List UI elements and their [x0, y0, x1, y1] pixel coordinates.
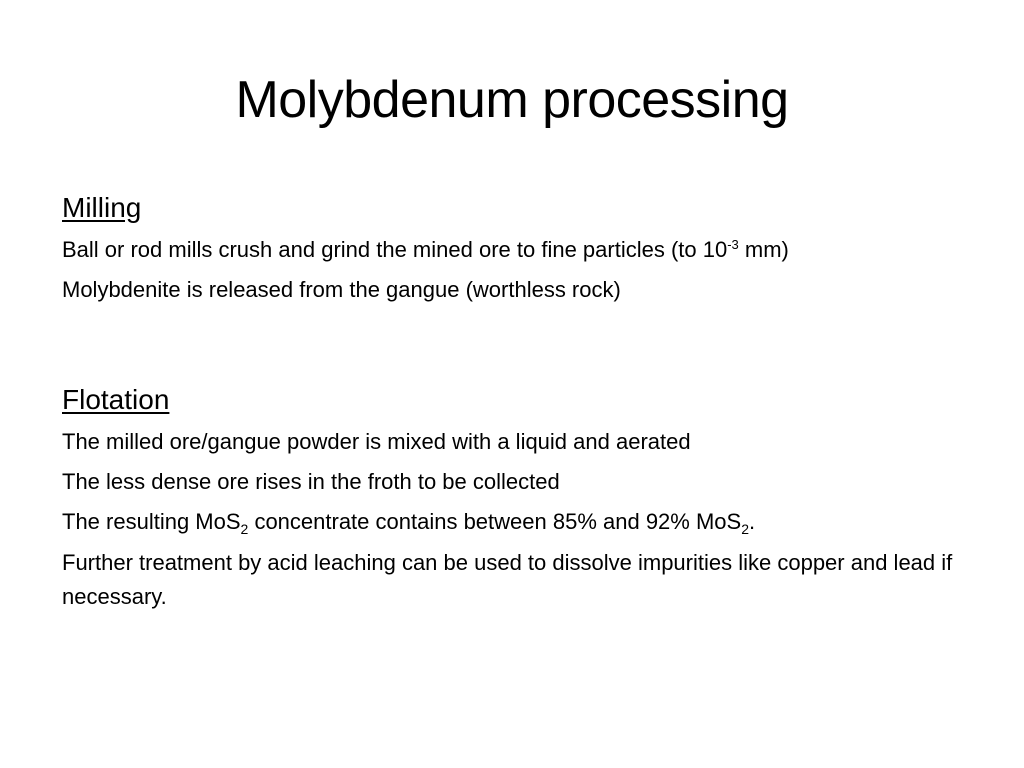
section-heading-flotation: Flotation [62, 384, 170, 415]
flotation-line-3-part-3: . [749, 509, 756, 534]
flotation-line-1: The milled ore/gangue powder is mixed with a liquid and aerated [62, 429, 691, 454]
flotation-line-3-part-1: The resulting MoS [62, 509, 241, 534]
section-milling [62, 190, 962, 310]
flotation-line-3 [62, 502, 962, 542]
section-spacer [62, 310, 962, 382]
slide-title: Molybdenum processing [235, 71, 789, 129]
flotation-line-3-part-2: concentrate contains between 85% and 92% MoS [248, 509, 742, 534]
flotation-line-4: Further treatment by acid leaching can be used to dissolve impurities like copper and lead if necessary. [62, 550, 953, 609]
milling-line-1 [62, 230, 962, 270]
slide-body [62, 190, 962, 614]
milling-line-2: Molybdenite is released from the gangue (worthless rock) [62, 277, 621, 302]
exponent-superscript: -3 [727, 237, 739, 252]
milling-line-1-unit: mm) [738, 237, 789, 262]
subscript-2a: 2 [240, 521, 249, 537]
flotation-line-2: The less dense ore rises in the froth to be collected [62, 469, 560, 494]
section-flotation [62, 382, 962, 614]
section-heading-milling: Milling [62, 192, 142, 223]
milling-line-1-text: Ball or rod mills crush and grind the mined ore to fine particles (to 10 [62, 237, 728, 262]
subscript-2b: 2 [741, 521, 749, 537]
